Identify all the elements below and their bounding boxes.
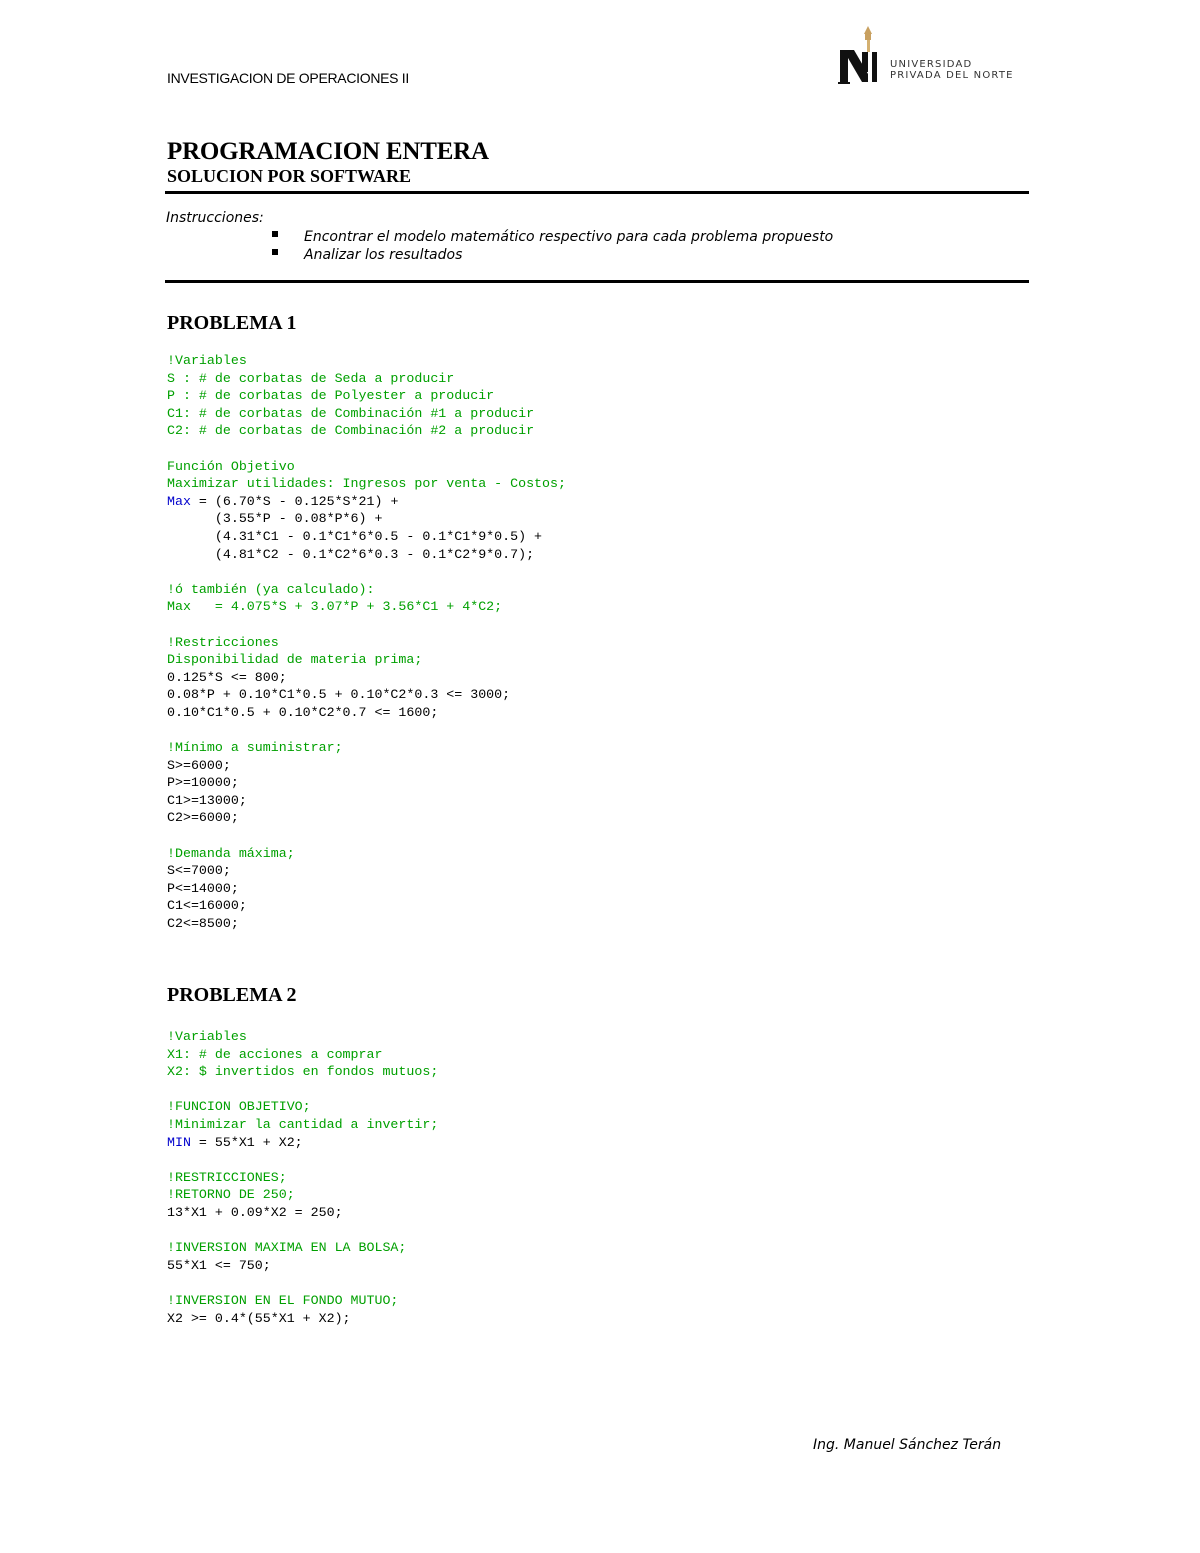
code-comment: Función Objetivo [167,458,295,474]
code-text: C1<=16000; [167,898,247,914]
code-text: (3.55*P - 0.08*P*6) + [167,511,383,527]
university-logo [838,26,1028,90]
code-text: P>=10000; [167,775,239,791]
instruction-text: Analizar los resultados [304,247,463,263]
code-line [167,458,566,476]
square-bullet-icon [272,249,278,255]
code-comment: !Variables [167,353,247,368]
code-comment: !Demanda máxima; [167,845,295,861]
code-line [167,634,566,652]
code-line [167,563,566,581]
code-line [167,704,566,722]
code-line [167,1081,438,1099]
code-line [167,1292,438,1310]
code-text: X2 >= 0.4*(55*X1 + X2); [167,1310,351,1326]
code-line [167,757,566,775]
code-keyword: MIN [167,1134,191,1150]
code-line [167,387,566,405]
code-line [167,1239,438,1257]
code-line [167,1046,438,1064]
code-text: 0.125*S <= 800; [167,669,287,685]
instructions-divider [165,280,1029,283]
code-line [167,1222,438,1240]
code-line [167,686,566,704]
code-line [167,915,566,933]
code-text: C2>=6000; [167,810,239,826]
code-line [167,422,566,440]
code-comment: P : # de corbatas de Polyester a producir [167,388,495,404]
upn-logo-icon [838,26,890,90]
code-text: 0.08*P + 0.10*C1*0.5 + 0.10*C2*0.3 <= 3000; [167,687,511,703]
problem-1-title: PROBLEMA 1 [167,312,297,334]
page-title: PROGRAMACION ENTERA [167,138,489,165]
code-text: P<=14000; [167,880,239,896]
code-line [167,897,566,915]
code-comment: S : # de corbatas de Seda a producir [167,370,455,386]
code-comment: !RETORNO DE 250; [167,1187,295,1203]
code-line [167,581,566,599]
code-line [167,862,566,880]
code-comment: Maximizar utilidades: Ingresos por venta - Costos; [167,476,566,492]
code-comment: !ó también (ya calculado): [167,581,375,597]
problem-1-code [167,352,566,933]
problem-2-code [167,1028,438,1327]
code-line [167,510,566,528]
code-comment: Disponibilidad de materia prima; [167,652,423,668]
top-divider [165,191,1029,194]
code-line [167,721,566,739]
code-line [167,546,566,564]
code-comment: X2: $ invertidos en fondos mutuos; [167,1064,439,1080]
code-line [167,739,566,757]
code-line [167,405,566,423]
code-line [167,475,566,493]
code-comment: X1: # de acciones a comprar [167,1046,383,1062]
code-line [167,493,566,511]
logo-line-1: UNIVERSIDAD [890,59,973,70]
instruction-text: Encontrar el modelo matemático respectivo para cada problema propuesto [304,229,834,245]
code-comment: !INVERSION MAXIMA EN LA BOLSA; [167,1240,407,1256]
code-text: S<=7000; [167,863,231,879]
code-line [167,598,566,616]
code-line [167,1098,438,1116]
code-line [167,651,566,669]
code-line [167,1028,438,1046]
code-line [167,1257,438,1275]
code-comment: !INVERSION EN EL FONDO MUTUO; [167,1292,399,1308]
code-text: S>=6000; [167,757,231,773]
code-line [167,1116,438,1134]
code-line [167,440,566,458]
code-line [167,809,566,827]
code-line [167,370,566,388]
code-line [167,352,566,370]
instruction-item [272,228,833,246]
code-line [167,616,566,634]
problem-2-title: PROBLEMA 2 [167,984,297,1006]
code-line [167,1169,438,1187]
code-line [167,1204,438,1222]
code-comment: !FUNCION OBJETIVO; [167,1099,311,1115]
code-comment: C2: # de corbatas de Combinación #2 a producir [167,423,535,439]
code-text: (4.81*C2 - 0.1*C2*6*0.3 - 0.1*C2*9*0.7); [167,546,535,562]
code-comment: !Minimizar la cantidad a invertir; [167,1116,439,1132]
code-line [167,1134,438,1152]
code-text: = 55*X1 + X2; [190,1134,303,1150]
code-text: = (6.70*S - 0.125*S*21) + [190,493,399,509]
code-line [167,1151,438,1169]
instructions-list [272,228,833,264]
code-comment: !Variables [167,1029,247,1044]
square-bullet-icon [272,231,278,237]
code-comment: !RESTRICCIONES; [167,1169,287,1185]
code-line [167,1274,438,1292]
instruction-item [272,246,833,264]
code-comment: !Mínimo a suministrar; [167,740,343,756]
course-header: INVESTIGACION DE OPERACIONES II [167,70,409,86]
code-text: C1>=13000; [167,792,247,808]
code-line [167,528,566,546]
code-line [167,827,566,845]
code-text: 13*X1 + 0.09*X2 = 250; [167,1204,343,1220]
code-line [167,669,566,687]
code-text: 0.10*C1*0.5 + 0.10*C2*0.7 <= 1600; [167,704,439,720]
code-line [167,792,566,810]
code-line [167,1310,438,1328]
code-text: C2<=8500; [167,916,239,931]
code-text: 55*X1 <= 750; [167,1257,271,1273]
code-line [167,1063,438,1081]
logo-wordmark [890,59,1014,81]
author-footer: Ing. Manuel Sánchez Terán [813,1437,1002,1453]
instructions-label: Instrucciones: [166,210,264,226]
logo-line-2: PRIVADA DEL NORTE [890,70,1014,81]
code-keyword: Max [167,493,191,509]
code-line [167,774,566,792]
code-line [167,880,566,898]
code-line [167,1186,438,1204]
code-comment: Max = 4.075*S + 3.07*P + 3.56*C1 + 4*C2; [167,599,503,615]
code-comment: C1: # de corbatas de Combinación #1 a producir [167,405,535,421]
page-subtitle: SOLUCION POR SOFTWARE [167,166,412,186]
code-text: (4.31*C1 - 0.1*C1*6*0.5 - 0.1*C1*9*0.5) + [167,528,543,544]
code-comment: !Restricciones [167,634,279,650]
code-line [167,845,566,863]
